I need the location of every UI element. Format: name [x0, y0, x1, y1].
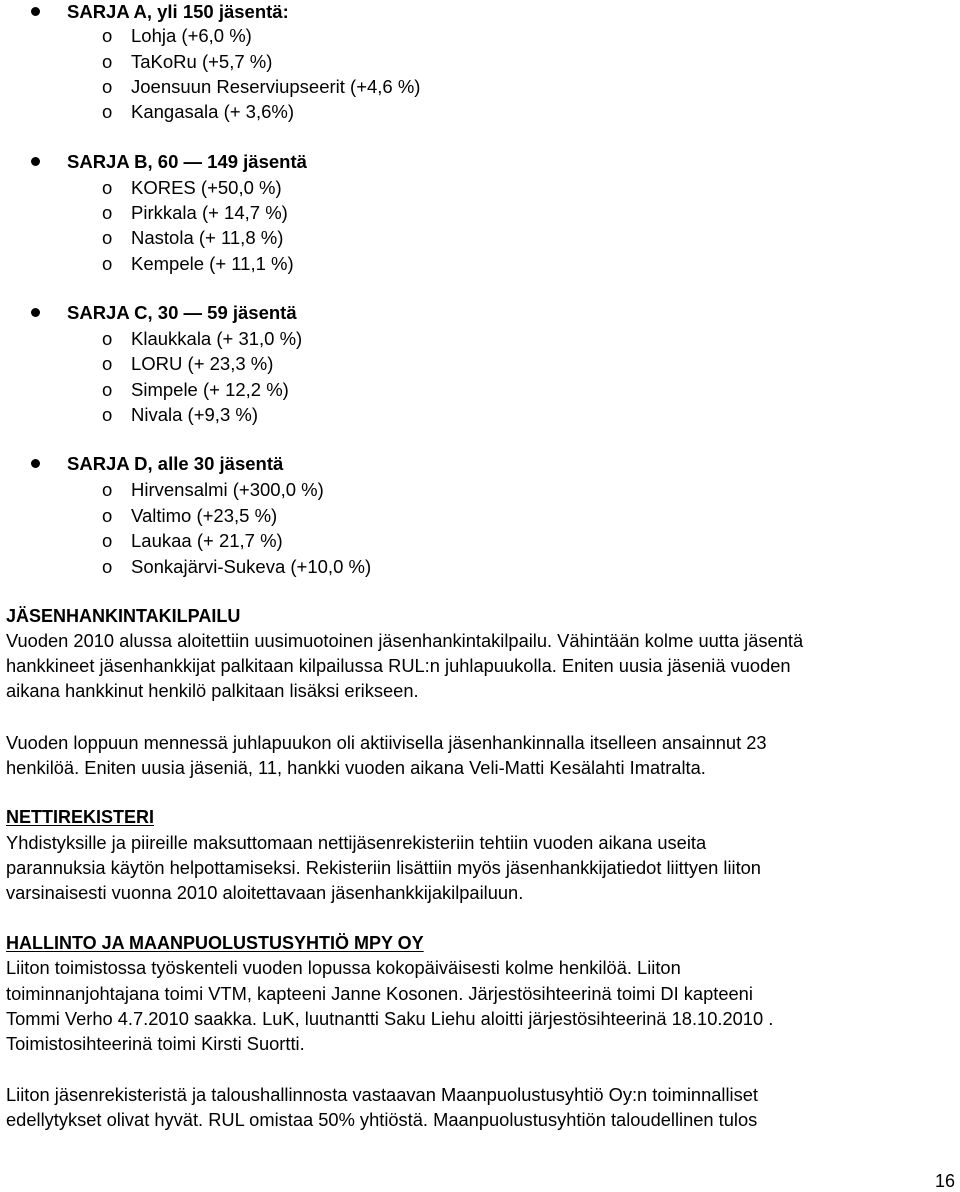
series-item: Sonkajärvi-Sukeva (+10,0 %) [131, 556, 372, 577]
series-item: Simpele (+ 12,2 %) [131, 379, 289, 400]
sub-bullet-icon: o [102, 353, 113, 374]
series-item: Nastola (+ 11,8 %) [131, 227, 284, 248]
series-item: Nivala (+9,3 %) [131, 404, 258, 425]
series-item: Kempele (+ 11,1 %) [131, 253, 294, 274]
series-title: SARJA D, alle 30 jäsentä [67, 453, 284, 474]
bullet-icon [31, 308, 40, 317]
series-item: Laukaa (+ 21,7 %) [131, 530, 283, 551]
series-item: KORES (+50,0 %) [131, 177, 282, 198]
sub-bullet-icon: o [102, 530, 113, 551]
series-item: Hirvensalmi (+300,0 %) [131, 479, 324, 500]
sub-bullet-icon: o [102, 479, 113, 500]
paragraph-line: edellytykset olivat hyvät. RUL omistaa 50% yhtiöstä. Maanpuolustusyhtiön taloudellinen tulos [6, 1109, 758, 1130]
sub-bullet-icon: o [102, 505, 113, 526]
sub-bullet-icon: o [102, 404, 113, 425]
sub-bullet-icon: o [102, 253, 113, 274]
section-heading-recruitment: JÄSENHANKINTAKILPAILU [6, 606, 241, 626]
paragraph-line: henkilöä. Eniten uusia jäseniä, 11, hankki vuoden aikana Veli-Matti Kesälahti Imatralta. [6, 757, 706, 778]
paragraph-line: Vuoden loppuun mennessä juhlapuukon oli aktiivisella jäsenhankinnalla itselleen ansainnut 23 [6, 732, 767, 753]
series-item: Valtimo (+23,5 %) [131, 505, 278, 526]
sub-bullet-icon: o [102, 379, 113, 400]
sub-bullet-icon: o [102, 51, 113, 72]
paragraph-line: varsinaisesti vuonna 2010 aloitettavaan jäsenhankkijakilpailuun. [6, 882, 524, 903]
sub-bullet-icon: o [102, 556, 113, 577]
series-item: Kangasala (+ 3,6%) [131, 101, 295, 122]
series-title: SARJA C, 30 — 59 jäsentä [67, 302, 297, 323]
series-item: Klaukkala (+ 31,0 %) [131, 328, 303, 349]
sub-bullet-icon: o [102, 177, 113, 198]
page-number: 16 [935, 1171, 956, 1191]
bullet-icon [31, 157, 40, 166]
paragraph-line: Vuoden 2010 alussa aloitettiin uusimuotoinen jäsenhankintakilpailu. Vähintään kolme uutta jäsentä [6, 630, 804, 651]
sub-bullet-icon: o [102, 76, 113, 97]
bullet-icon [31, 459, 40, 468]
section-heading-admin: HALLINTO JA MAANPUOLUSTUSYHTIÖ MPY OY [6, 933, 424, 953]
section-heading-registry: NETTIREKISTERI [6, 807, 155, 827]
sub-bullet-icon: o [102, 25, 113, 46]
paragraph-line: Liiton jäsenrekisteristä ja taloushallinnosta vastaavan Maanpuolustusyhtiö Oy:n toiminnalliset [6, 1084, 758, 1105]
paragraph-line: Yhdistyksille ja piireille maksuttomaan nettijäsenrekisteriin tehtiin vuoden aikana useita [6, 832, 707, 853]
series-title: SARJA B, 60 — 149 jäsentä [67, 151, 307, 172]
series-item: LORU (+ 23,3 %) [131, 353, 274, 374]
series-item: Lohja (+6,0 %) [131, 25, 252, 46]
paragraph-line: toiminnanjohtajana toimi VTM, kapteeni Janne Kosonen. Järjestösihteerinä toimi DI kapteeni [6, 983, 753, 1004]
paragraph-line: Tommi Verho 4.7.2010 saakka. LuK, luutnantti Saku Liehu aloitti järjestösihteerinä 18.10.2010 . [6, 1008, 774, 1029]
series-item: TaKoRu (+5,7 %) [131, 51, 273, 72]
paragraph-line: aikana hankkinut henkilö palkitaan lisäksi erikseen. [6, 680, 419, 701]
sub-bullet-icon: o [102, 202, 113, 223]
sub-bullet-icon: o [102, 227, 113, 248]
paragraph-line: hankkineet jäsenhankkijat palkitaan kilpailussa RUL:n juhlapuukolla. Eniten uusia jäseniä vuoden [6, 655, 791, 676]
series-item: Joensuun Reserviupseerit (+4,6 %) [131, 76, 421, 97]
series-item: Pirkkala (+ 14,7 %) [131, 202, 288, 223]
paragraph-line: Toimistosihteerinä toimi Kirsti Suortti. [6, 1033, 305, 1054]
paragraph-line: Liiton toimistossa työskenteli vuoden lopussa kokopäiväisesti kolme henkilöä. Liiton [6, 957, 681, 978]
series-title: SARJA A, yli 150 jäsentä: [67, 1, 289, 22]
bullet-icon [31, 7, 40, 16]
paragraph-line: parannuksia käytön helpottamiseksi. Rekisteriin lisättiin myös jäsenhankkijatiedot liittyen liiton [6, 857, 761, 878]
sub-bullet-icon: o [102, 101, 113, 122]
sub-bullet-icon: o [102, 328, 113, 349]
